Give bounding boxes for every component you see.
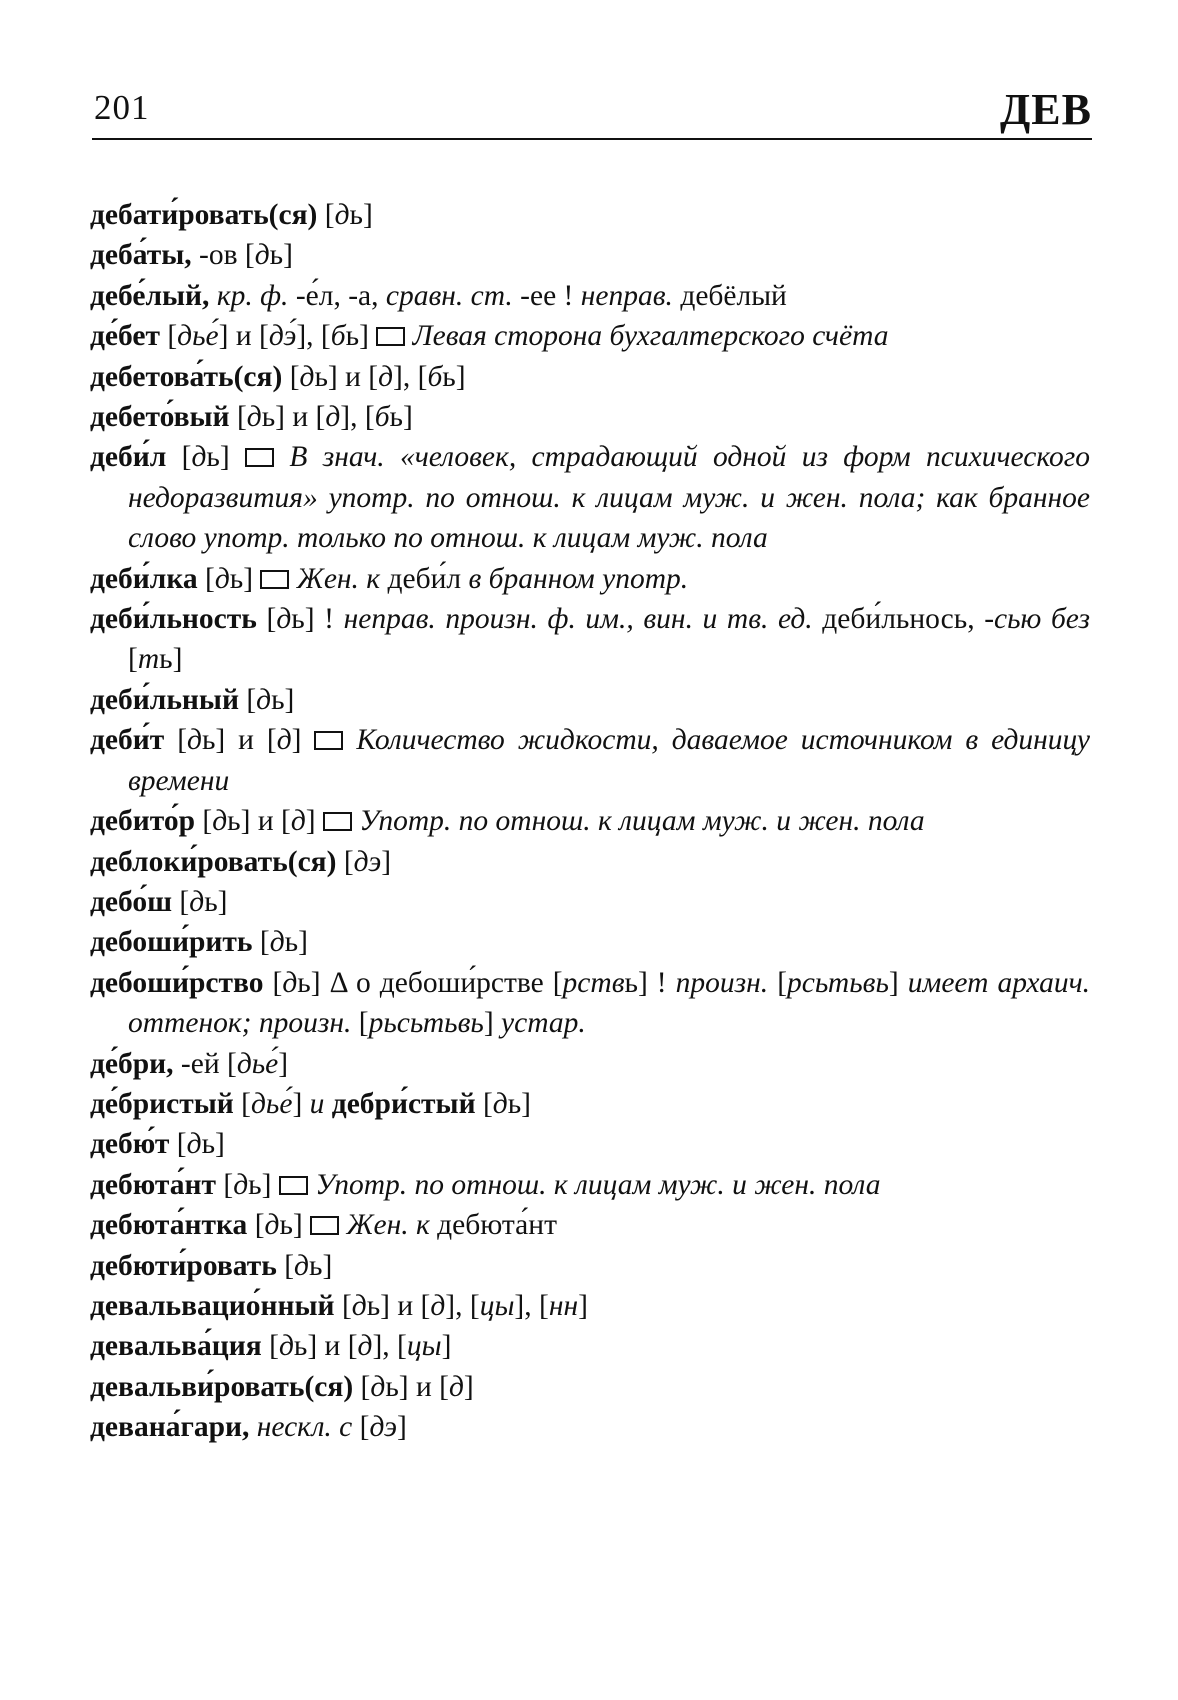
entry-text: ] — [305, 805, 323, 838]
headword: девальви́ровать(ся) — [90, 1370, 354, 1403]
italic-note: дье́ — [177, 320, 219, 353]
entry-text: [ — [351, 1007, 369, 1040]
italic-note: д — [189, 885, 205, 918]
dictionary-entry — [90, 1044, 1090, 1084]
entry-text: ], [ — [393, 360, 428, 393]
entry-text: ] — [381, 845, 392, 878]
entry-text: ], [ — [514, 1289, 549, 1322]
entry-text: [ — [256, 603, 277, 636]
italic-note: д — [325, 401, 341, 434]
dictionary-entry — [90, 1205, 1090, 1245]
italic-note: д — [276, 603, 292, 636]
entry-text: [ — [247, 1209, 265, 1242]
entry-text: [ — [336, 845, 354, 878]
entry-text: ь] — [248, 1168, 279, 1201]
headword: деби́л — [90, 441, 167, 474]
dictionary-entry — [90, 357, 1090, 397]
headword: дебетова́ть(ся) — [90, 360, 283, 393]
headword: деби́льность — [90, 603, 257, 636]
note-box-icon — [323, 812, 352, 831]
entry-text: [ — [128, 643, 138, 676]
italic-note: Употр. по отнош. к лицам муж. и жен. пола — [359, 805, 925, 838]
entry-text: -ее ! — [512, 279, 581, 312]
italic-note: д — [282, 966, 298, 999]
entry-text: ь] и [ — [314, 360, 379, 393]
headword: деби́льный — [90, 683, 239, 716]
italic-note: д — [430, 1289, 446, 1322]
entry-text — [274, 441, 289, 473]
italic-note: б — [330, 320, 346, 353]
entry-text: ь] и [ — [366, 1289, 431, 1322]
italic-note: д — [269, 926, 285, 959]
dictionary-entry — [90, 1367, 1090, 1407]
headword: дебю́т — [90, 1128, 170, 1161]
entry-text: [ — [166, 441, 192, 474]
dictionary-entry — [90, 1124, 1090, 1164]
entry-text — [405, 320, 412, 352]
headword: дебо́ш — [90, 885, 173, 918]
note-box-icon — [260, 570, 289, 589]
dictionary-entry — [90, 882, 1090, 922]
italic-note: имеет архаич. оттенок; произн. — [128, 966, 1091, 1040]
headword: дебюта́нт — [90, 1168, 217, 1201]
headword: девана́гари, — [90, 1411, 250, 1444]
entry-text: [ — [159, 320, 178, 353]
dictionary-entry — [90, 437, 1090, 558]
italic-note: д — [214, 562, 230, 595]
italic-note: д — [294, 1249, 309, 1282]
entry-text: ь] — [159, 643, 183, 676]
header-rule — [92, 138, 1092, 140]
entry-text: ь] — [389, 401, 413, 434]
entry-text: ] и [ — [218, 320, 269, 353]
entry-text: [ — [352, 1411, 370, 1444]
italic-note: в бранном употр. — [468, 562, 689, 595]
entry-text: [ — [169, 1128, 187, 1161]
italic-note: Жен. к — [296, 562, 381, 595]
italic-note: неправ. произн. ф. им., вин. и тв. ед. — [343, 603, 813, 636]
italic-note: д — [351, 1289, 367, 1322]
italic-note: цы — [406, 1330, 442, 1363]
italic-note: дэ́ — [268, 320, 297, 353]
italic-note: д — [290, 805, 306, 838]
note-box-icon — [310, 1216, 339, 1235]
entry-text: ] — [888, 966, 908, 999]
entry-text: ] — [463, 1370, 474, 1403]
headword: деблоки́ровать(ся) — [90, 845, 337, 878]
entry-text: [ — [353, 1370, 371, 1403]
italic-note: д — [233, 1168, 249, 1201]
italic-note: нн — [548, 1289, 579, 1322]
entry-text: -е́л, -а, — [288, 279, 386, 312]
headword: де́бет — [90, 320, 160, 353]
italic-note: д — [187, 724, 202, 757]
entry-text: ] — [397, 1411, 407, 1444]
headword: де́бристый — [90, 1087, 234, 1120]
entry-text: [ — [238, 683, 257, 716]
headword: дебри́стый — [331, 1087, 476, 1120]
dictionary-entry — [90, 276, 1090, 316]
italic-note: сравн. ст. — [385, 279, 513, 312]
italic-note: д — [334, 199, 350, 231]
italic-note: д — [492, 1087, 508, 1120]
entry-text — [289, 563, 296, 595]
italic-note: т — [137, 643, 160, 676]
entry-text: ь] и [ — [261, 401, 326, 434]
headword: деби́т — [90, 724, 165, 757]
entry-text: [ — [276, 1249, 295, 1282]
entry-text: -ов [ — [191, 239, 255, 272]
entry-text: [ — [317, 199, 335, 231]
entry-text: [ — [195, 805, 213, 838]
entry-text: дебёлый — [672, 279, 787, 312]
entry-text: ь] и [ — [293, 1330, 358, 1363]
italic-note: цы — [479, 1289, 515, 1322]
entry-text: ь] — [279, 1209, 311, 1242]
entry-text: ] — [441, 1330, 452, 1363]
italic-note: В знач. «человек, страдающий одной из форм психического недоразвития» употр. по отнош. к лицам муж. и жен. пола; как бранное слово употр. только по отнош. к лицам муж. пола — [128, 441, 1091, 555]
italic-note: дэ — [353, 845, 382, 878]
entry-text: ь] — [206, 441, 246, 474]
entry-text: ] — [578, 1289, 588, 1322]
page-header — [92, 78, 1092, 144]
italic-note: рсьтьвь — [787, 966, 889, 999]
entry-text: [ — [263, 966, 283, 999]
italic-note: рьсьтьвь — [368, 1007, 484, 1040]
italic-note: б — [374, 401, 390, 434]
headword: деби́лка — [90, 562, 198, 595]
headword: девальвацио́нный — [90, 1289, 335, 1322]
entry-text: ] — [291, 724, 315, 757]
entry-text: [ — [282, 360, 300, 393]
entry-text: ] — [278, 1047, 289, 1080]
entry-text: [ — [172, 885, 190, 918]
headword: дебито́р — [90, 805, 196, 838]
italic-note: д — [370, 1370, 386, 1403]
headword: дебюти́ровать — [90, 1249, 277, 1282]
page-number: 201 — [94, 88, 150, 127]
italic-note: д — [254, 239, 270, 272]
italic-note: д — [191, 441, 207, 474]
entry-text: ь] — [349, 199, 373, 231]
entry-text: -ей [ — [173, 1047, 237, 1080]
italic-note: рств — [562, 966, 625, 999]
entry-text: ь] Δ о дебоши́рстве [ — [297, 966, 563, 999]
entry-text: [ — [233, 1087, 251, 1120]
entry-text: ] — [483, 1007, 502, 1040]
italic-note: д — [357, 1330, 373, 1363]
dictionary-entry — [90, 235, 1090, 275]
dictionary-entry — [90, 1084, 1090, 1124]
dictionary-entry — [90, 1246, 1090, 1286]
entry-text: ь] ! — [624, 966, 676, 999]
entry-text: ь] и [ — [227, 805, 291, 838]
italic-note: дье́ — [236, 1047, 279, 1080]
entry-text: ь] и [ — [201, 724, 277, 757]
entry-text: ь] — [507, 1087, 531, 1120]
italic-note: д — [378, 360, 394, 393]
entry-text: [ — [334, 1289, 352, 1322]
italic-note: д — [186, 1128, 202, 1161]
entry-text: ь] — [308, 1249, 333, 1282]
dictionary-entry — [90, 397, 1090, 437]
italic-note: Жен. к — [346, 1209, 430, 1242]
note-box-icon — [376, 327, 405, 346]
italic-note: б — [427, 360, 443, 393]
italic-note: кр. ф. — [216, 279, 289, 312]
italic-note: д — [278, 1330, 294, 1363]
italic-note: дэ — [369, 1411, 398, 1444]
italic-note: дье́ — [251, 1087, 293, 1120]
entry-text: ], [ — [296, 320, 331, 353]
dictionary-entry — [90, 1165, 1090, 1205]
italic-note: д — [264, 1209, 280, 1242]
italic-note: д — [246, 401, 262, 434]
headword: дебето́вый — [90, 401, 230, 434]
dictionary-entry — [90, 1326, 1090, 1366]
entry-text: [ — [261, 1330, 279, 1363]
dictionary-entry — [90, 1286, 1090, 1326]
entry-text — [209, 280, 216, 312]
entry-text: [ — [768, 966, 788, 999]
entry-text: ь] — [345, 320, 377, 353]
entry-text: [ — [475, 1087, 493, 1120]
italic-note: Количество жидкости, даваемое источником в единицу времени — [128, 724, 1091, 797]
entry-text: ], [ — [340, 401, 375, 434]
dictionary-entry — [90, 599, 1090, 680]
italic-note: нескл. с — [256, 1411, 353, 1444]
italic-note: д — [212, 805, 228, 838]
entry-text — [343, 724, 356, 756]
dictionary-entry — [90, 559, 1090, 599]
entry-text: дебюта́нт — [429, 1209, 557, 1242]
entry-text: ], [ — [372, 1330, 407, 1363]
note-box-icon — [279, 1176, 308, 1195]
entry-text: деби́льнось, — [812, 603, 985, 636]
entry-text: ь] — [269, 239, 293, 272]
entry-text: [ — [216, 1168, 234, 1201]
italic-note: и — [309, 1087, 325, 1120]
entry-text: [ — [252, 926, 270, 959]
entry-text: [ — [197, 562, 215, 595]
entry-text: ь] — [284, 926, 308, 959]
headword: дебоши́рство — [90, 966, 264, 999]
note-box-icon — [245, 448, 274, 467]
entry-text: ь] — [229, 562, 261, 595]
dictionary-entry — [90, 963, 1090, 1044]
italic-note: Употр. по отнош. к лицам муж. и жен. пола — [315, 1168, 881, 1201]
headword: деба́ты, — [90, 239, 192, 272]
italic-note: произн. — [675, 966, 769, 999]
entry-text: ь] и [ — [385, 1370, 449, 1403]
entry-text: ь] — [271, 683, 295, 716]
entry-text — [249, 1411, 256, 1443]
dictionary-entry — [90, 801, 1090, 841]
entry-text: ] — [292, 1087, 310, 1120]
italic-note: д — [448, 1370, 464, 1403]
italic-note: д — [276, 724, 292, 757]
dictionary-entry — [90, 195, 1090, 235]
note-box-icon — [314, 731, 343, 750]
italic-note: д — [299, 360, 315, 393]
dictionary-entry — [90, 316, 1090, 356]
dictionary-entry — [90, 842, 1090, 882]
dictionary-entries — [90, 195, 1090, 1448]
dictionary-entry — [90, 922, 1090, 962]
entry-text — [324, 1088, 331, 1120]
headword: дебоши́рить — [90, 926, 253, 959]
italic-note: неправ. — [580, 279, 673, 312]
dictionary-entry — [90, 720, 1090, 801]
italic-note: Левая сторона бухгалтерского счёта — [412, 320, 889, 353]
headword: девальва́ция — [90, 1330, 262, 1363]
running-head: ДЕВ — [1000, 85, 1092, 134]
italic-note: д — [256, 683, 272, 716]
entry-text: [ — [164, 724, 188, 757]
headword: дебюта́нтка — [90, 1209, 248, 1242]
headword: дебати́ровать(ся) — [90, 199, 318, 231]
headword: дебе́лый, — [90, 279, 210, 312]
entry-text: ь] — [442, 360, 466, 393]
italic-note: -сью без — [984, 603, 1090, 636]
entry-text: ], [ — [445, 1289, 480, 1322]
entry-text: ь] ! — [291, 603, 344, 636]
entry-text: ь] — [201, 1128, 225, 1161]
entry-text: [ — [229, 401, 247, 434]
entry-text: ь] — [204, 885, 228, 918]
dictionary-entry — [90, 1407, 1090, 1447]
italic-note: устар. — [501, 1007, 586, 1040]
dictionary-entry — [90, 680, 1090, 720]
entry-text: деби́л — [380, 562, 469, 595]
headword: де́бри, — [90, 1047, 174, 1080]
